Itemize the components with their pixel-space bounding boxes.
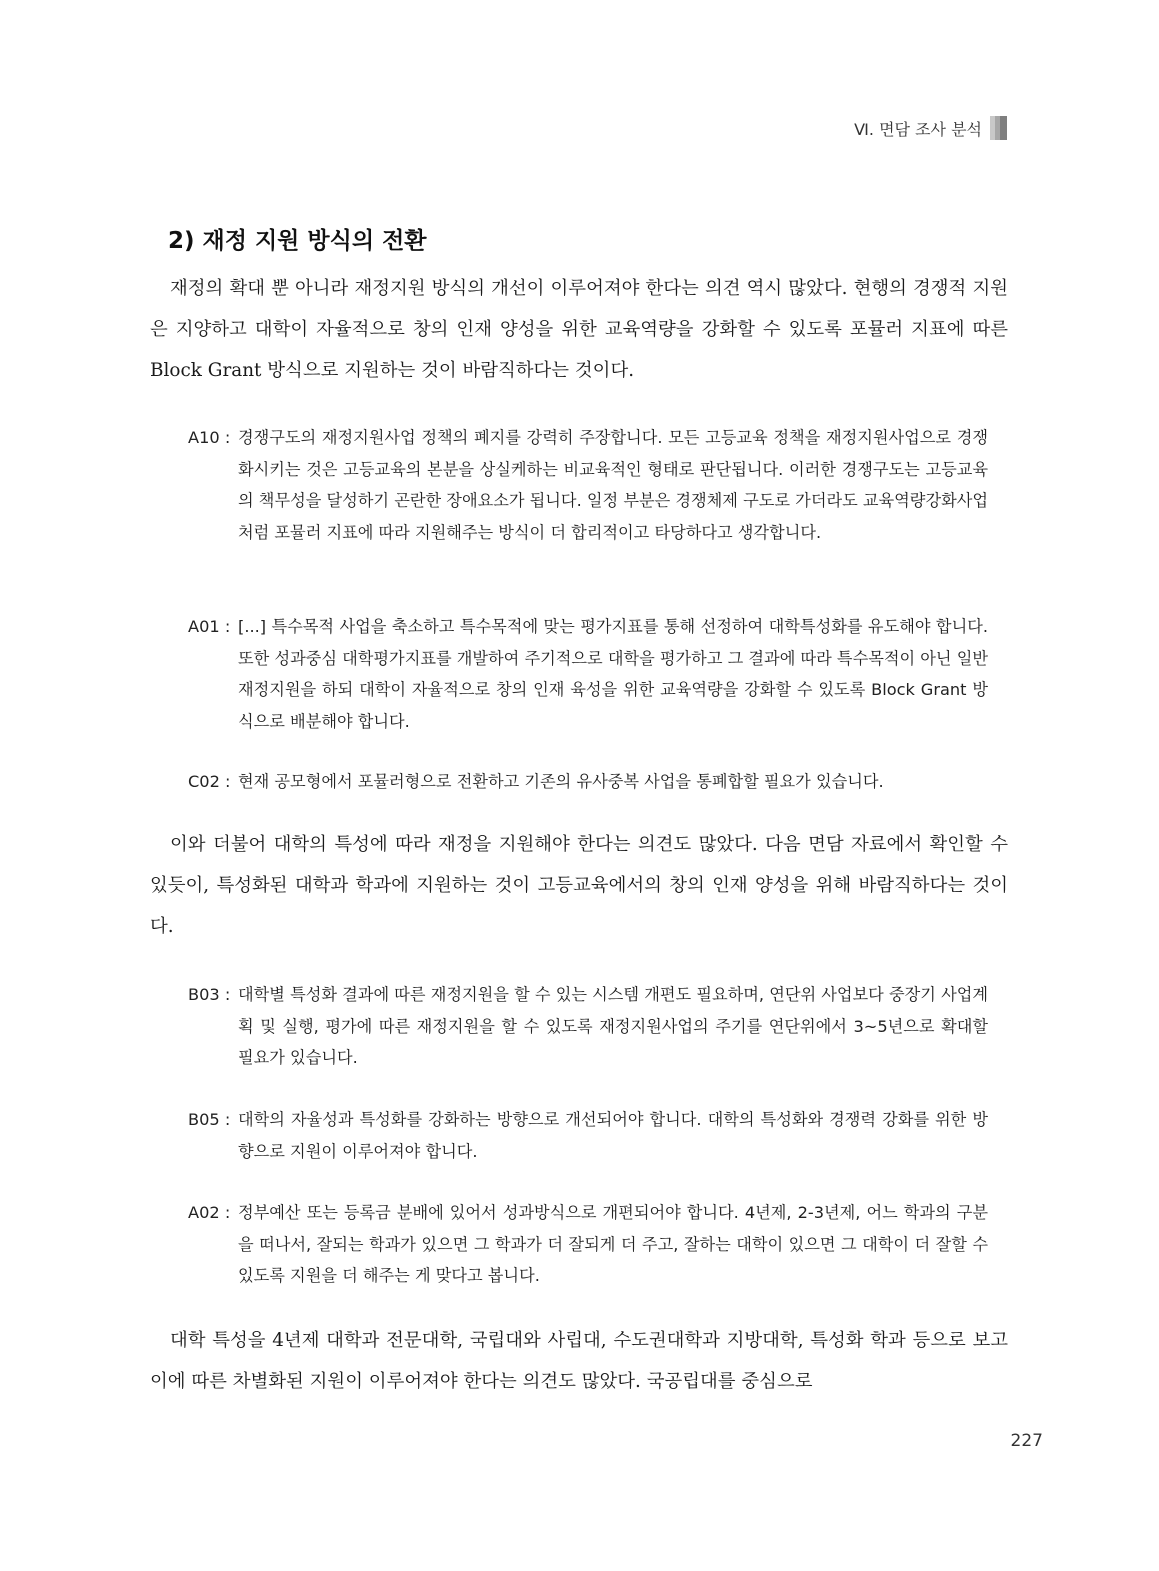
body-paragraph-3: 대학 특성을 4년제 대학과 전문대학, 국립대와 사립대, 수도권대학과 지방대학, 특성화 학과 등으로 보고 이에 따른 차별화된 지원이 이루어져야 한다는 의견도 많았다. 국공립대를 중심으로 — [150, 1330, 1008, 1392]
header-bar-decoration — [990, 116, 1007, 140]
section-heading: 2) 재정 지원 방식의 전환 — [168, 228, 427, 254]
quote-code: B03 : — [188, 985, 231, 1004]
quote-code: A02 : — [188, 1203, 231, 1222]
body-paragraph-2: 이와 더불어 대학의 특성에 따라 재정을 지원해야 한다는 의견도 많았다. 다음 면담 자료에서 확인할 수 있듯이, 특성화된 대학과 학과에 지원하는 것이 고등교육에서의 창의 인재 양성을 위해 바람직하다는 것이다. — [150, 834, 1008, 937]
quote-text: 정부예산 또는 등록금 분배에 있어서 성과방식으로 개편되어야 합니다. 4년제, 2-3년제, 어느 학과의 구분을 떠나서, 잘되는 학과가 있으면 그 학과가 더 잘되게 더 주고, 잘하는 대학이 있으면 그 대학이 더 잘할 수 있도록 지원을 더 해주는 게 맞다고 봅니다. — [238, 1203, 988, 1285]
running-header — [854, 116, 1007, 140]
quote-text: 현재 공모형에서 포뮬러형으로 전환하고 기존의 유사중복 사업을 통폐합할 필요가 있습니다. — [238, 772, 884, 791]
interview-quote-c02 — [188, 766, 988, 798]
body-paragraph-1: 재정의 확대 뿐 아니라 재정지원 방식의 개선이 이루어져야 한다는 의견 역시 많았다. 현행의 경쟁적 지원은 지양하고 대학이 자율적으로 창의 인재 양성을 위한 교육역량을 강화할 수 있도록 포뮬러 지표에 따른 Block Grant 방식으로 지원하는 것이 바람직하다는 것이다. — [150, 278, 1008, 381]
quote-text: 대학별 특성화 결과에 따른 재정지원을 할 수 있는 시스템 개편도 필요하며, 연단위 사업보다 중장기 사업계획 및 실행, 평가에 따른 재정지원을 할 수 있도록 재정지원사업의 주기를 연단위에서 3~5년으로 확대할 필요가 있습니다. — [238, 985, 988, 1067]
quote-text: 경쟁구도의 재정지원사업 정책의 폐지를 강력히 주장합니다. 모든 고등교육 정책을 재정지원사업으로 경쟁화시키는 것은 고등교육의 본분을 상실케하는 비교육적인 형태로 판단됩니다. 이러한 경쟁구도는 고등교육의 책무성을 달성하기 곤란한 장애요소가 됩니다. 일정 부분은 경쟁체제 구도로 가더라도 교육역량강화사업처럼 포뮬러 지표에 따라 지원해주는 방식이 더 합리적이고 타당하다고 생각합니다. — [238, 428, 988, 542]
running-header-title: Ⅵ. 면담 조사 분석 — [854, 119, 982, 139]
quote-text: 대학의 자율성과 특성화를 강화하는 방향으로 개선되어야 합니다. 대학의 특성화와 경쟁력 강화를 위한 방향으로 지원이 이루어져야 합니다. — [238, 1110, 988, 1161]
quote-code: B05 : — [188, 1110, 231, 1129]
quote-code: A10 : — [188, 428, 231, 447]
interview-quote-a10 — [188, 422, 988, 548]
interview-quote-b03 — [188, 979, 988, 1074]
quote-code: A01 : — [188, 617, 231, 636]
header-bar-dark — [1000, 116, 1007, 140]
quote-code: C02 : — [188, 772, 231, 791]
interview-quote-b05 — [188, 1104, 988, 1167]
quote-text: [...] 특수목적 사업을 축소하고 특수목적에 맞는 평가지표를 통해 선정하여 대학특성화를 유도해야 합니다. 또한 성과중심 대학평가지표를 개발하여 주기적으로 대학을 평가하고 그 결과에 따라 특수목적이 아닌 일반재정지원을 하되 대학이 자율적으로 창의 인재 육성을 위한 교육역량을 강화할 수 있도록 Block Grant 방식으로 배분해야 합니다. — [238, 617, 988, 731]
interview-quote-a02 — [188, 1197, 988, 1292]
interview-quote-a01 — [188, 611, 988, 737]
page-number: 227 — [1010, 1431, 1043, 1451]
